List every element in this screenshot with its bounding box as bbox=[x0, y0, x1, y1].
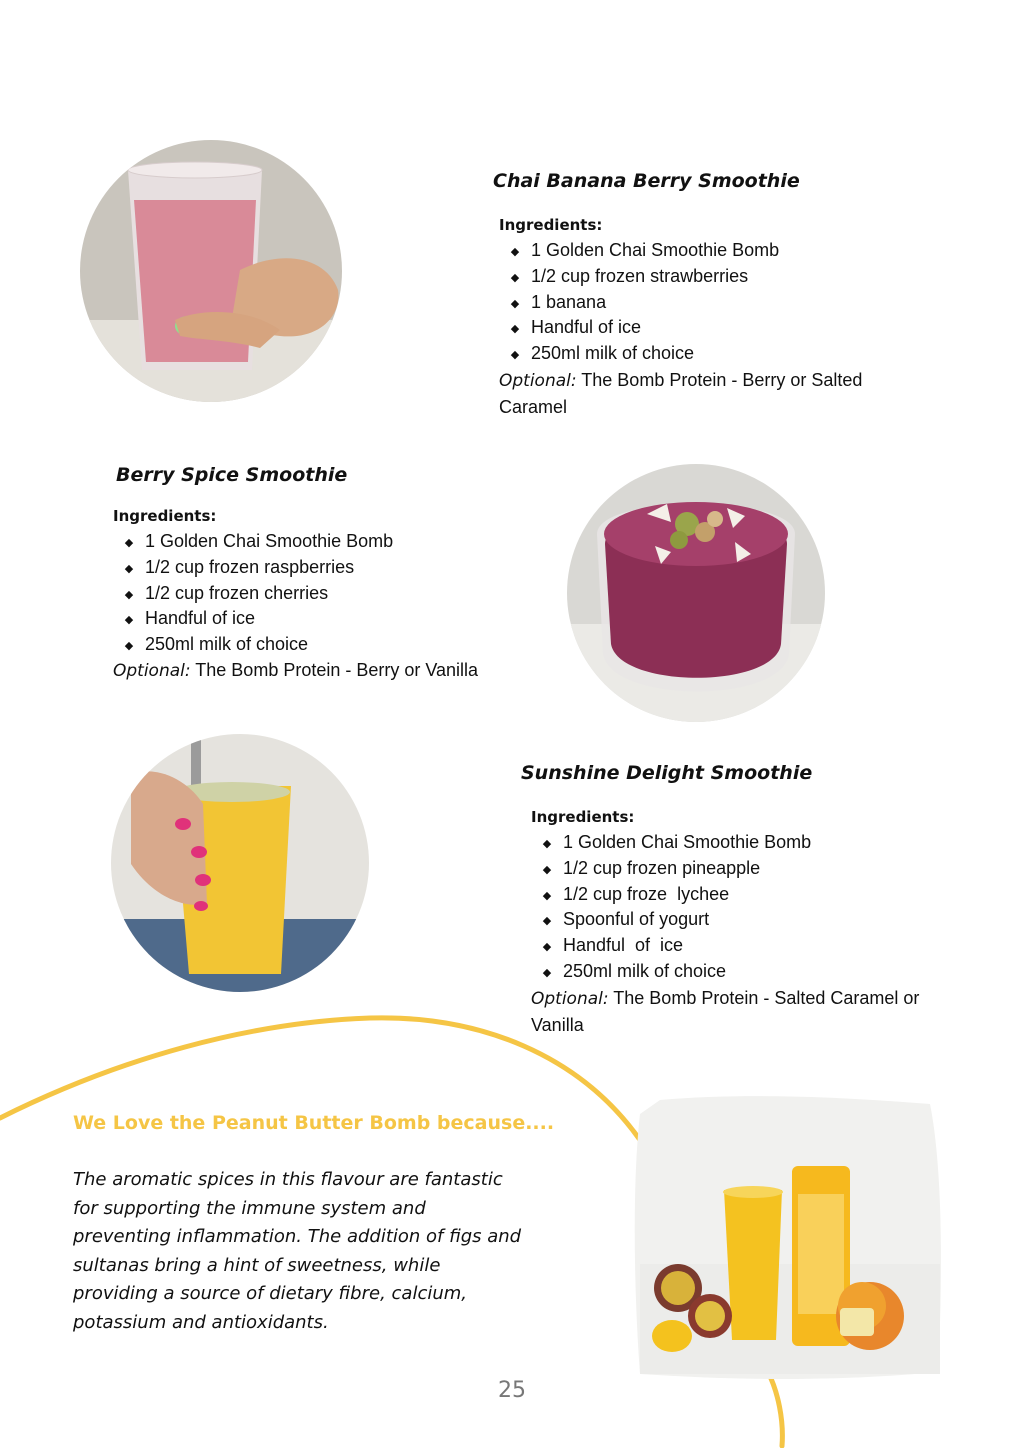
ingredient-item: ◆ 1 Golden Chai Smoothie Bomb bbox=[499, 238, 779, 264]
ingredient-item: ◆ Handful of ice bbox=[499, 315, 779, 341]
love-heading: We Love the Peanut Butter Bomb because.... bbox=[73, 1112, 555, 1134]
ingredient-item: ◆ 1/2 cup froze lychee bbox=[531, 882, 811, 908]
optional-label: Optional: bbox=[113, 661, 191, 681]
ingredient-item: ◆ 1/2 cup frozen cherries bbox=[113, 581, 393, 607]
bullet-icon: ◆ bbox=[510, 271, 520, 284]
bullet-icon: ◆ bbox=[124, 614, 134, 627]
yellow-smoothie-photo bbox=[111, 734, 369, 992]
recipe-title: Berry Spice Smoothie bbox=[116, 464, 348, 486]
ingredient-item: ◆ 1/2 cup frozen strawberries bbox=[499, 264, 779, 290]
ingredients-label: Ingredients: bbox=[499, 216, 603, 234]
optional-text: The Bomb Protein - Salted Caramel or Vanilla bbox=[531, 988, 920, 1035]
ingredient-item: ◆ 250ml milk of choice bbox=[499, 341, 779, 367]
bullet-icon: ◆ bbox=[510, 349, 520, 362]
ingredients-label: Ingredients: bbox=[531, 808, 635, 826]
bullet-icon: ◆ bbox=[542, 889, 552, 902]
optional-note bbox=[499, 367, 919, 420]
ingredient-item: ◆ Handful of ice bbox=[531, 933, 811, 959]
ingredient-item: ◆ 250ml milk of choice bbox=[531, 959, 811, 985]
recipe-title: Chai Banana Berry Smoothie bbox=[493, 170, 800, 192]
pink-smoothie-photo bbox=[80, 140, 342, 402]
ingredient-item: ◆ 1 Golden Chai Smoothie Bomb bbox=[531, 830, 811, 856]
optional-label: Optional: bbox=[499, 371, 577, 391]
bullet-icon: ◆ bbox=[542, 966, 552, 979]
bullet-icon: ◆ bbox=[124, 562, 134, 575]
bullet-icon: ◆ bbox=[542, 863, 552, 876]
recipe-title: Sunshine Delight Smoothie bbox=[521, 762, 813, 784]
optional-text: The Bomb Protein - Berry or Salted Caramel bbox=[499, 370, 863, 417]
ingredient-list bbox=[531, 830, 811, 985]
ingredient-item: ◆ 1/2 cup frozen raspberries bbox=[113, 555, 393, 581]
love-paragraph: The aromatic spices in this flavour are fantastic for supporting the immune system and preventing inflammation. The addition of figs and sultanas bring a hint of sweetness, while providing a source of dietary fibre, calcium, potassium and antioxidants. bbox=[73, 1169, 522, 1333]
bullet-icon: ◆ bbox=[510, 323, 520, 336]
bullet-icon: ◆ bbox=[542, 941, 552, 954]
ingredient-item: ◆ Handful of ice bbox=[113, 606, 393, 632]
ingredient-list bbox=[113, 529, 393, 658]
bullet-icon: ◆ bbox=[542, 915, 552, 928]
ingredient-item: ◆ 1 banana bbox=[499, 290, 779, 316]
bullet-icon: ◆ bbox=[510, 246, 520, 258]
bullet-icon: ◆ bbox=[542, 838, 552, 850]
optional-note bbox=[113, 657, 533, 684]
ingredients-label: Ingredients: bbox=[113, 507, 217, 525]
ingredient-item: ◆ 250ml milk of choice bbox=[113, 632, 393, 658]
bullet-icon: ◆ bbox=[124, 588, 134, 601]
bullet-icon: ◆ bbox=[124, 537, 134, 549]
bullet-icon: ◆ bbox=[124, 640, 134, 653]
berry-smoothie-photo bbox=[567, 464, 825, 722]
smoothie-bombs-product-photo bbox=[632, 1094, 944, 1382]
ingredient-list bbox=[499, 238, 779, 367]
ingredient-item: ◆ Spoonful of yogurt bbox=[531, 907, 811, 933]
optional-text: The Bomb Protein - Berry or Vanilla bbox=[190, 660, 479, 680]
optional-note bbox=[531, 985, 961, 1038]
ingredient-item: ◆ 1/2 cup frozen pineapple bbox=[531, 856, 811, 882]
bullet-icon: ◆ bbox=[510, 297, 520, 310]
ingredient-item: ◆ 1 Golden Chai Smoothie Bomb bbox=[113, 529, 393, 555]
optional-label: Optional: bbox=[531, 989, 609, 1009]
page-number: 25 bbox=[498, 1378, 526, 1403]
